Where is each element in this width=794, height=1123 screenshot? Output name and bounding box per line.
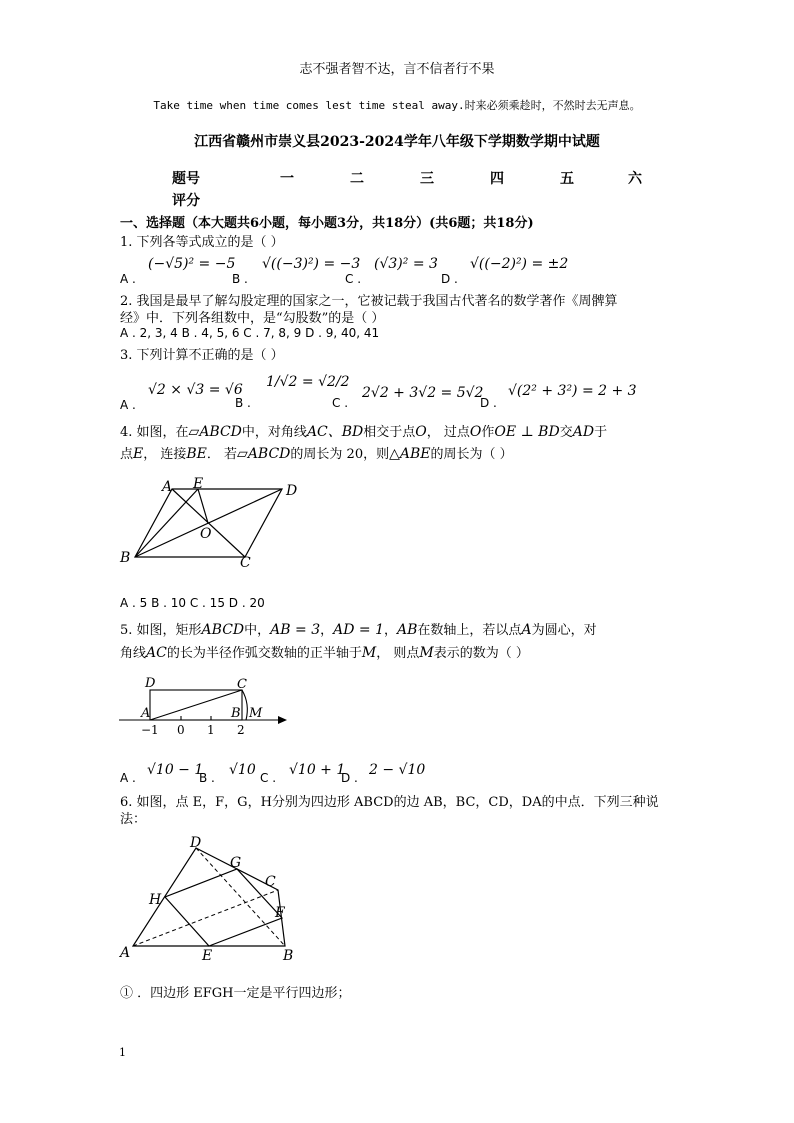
question-1-stem: 1. 下列各等式成立的是（ ）	[120, 235, 284, 250]
question-2-stem-line2: 经》中．下列各组数中，是“勾股数”的是（ ）	[120, 311, 385, 326]
q3-label-d: D .	[480, 396, 497, 410]
q4-math: AC、BD	[306, 424, 364, 440]
tick-label: 1	[207, 723, 215, 737]
q5-math: M	[419, 645, 434, 661]
fig4-label-e: E	[193, 476, 204, 492]
q5-option-d: 2 − √10	[369, 762, 426, 778]
q5-text: ，	[384, 623, 398, 638]
page-number: 1	[119, 1046, 126, 1059]
q5-math: AD = 1	[333, 622, 384, 638]
q5-math: A	[521, 622, 532, 638]
fig4-label-a: A	[162, 479, 173, 495]
q5-text: 中，	[244, 623, 271, 638]
fig6-label-e: E	[202, 948, 213, 964]
q5-option-a: √10 − 1	[147, 762, 204, 778]
fig6-label-d: D	[190, 836, 202, 851]
number-line-arrow	[278, 716, 287, 724]
q3-label-b: B .	[235, 396, 251, 410]
q4-text: 作	[481, 425, 495, 440]
fig4-label-o: O	[200, 526, 212, 542]
q3-option-d: √(2² + 3²) = 2 + 3	[508, 383, 637, 399]
question-4-stem-line1	[120, 421, 607, 441]
q5-label-c: C .	[260, 771, 277, 785]
q1-option-d: √((−2)²) = ±2	[470, 256, 569, 272]
document-title: 江西省赣州市崇义县2023-2024学年八年级下学期数学期中试题	[194, 134, 600, 150]
q4-math: O	[415, 424, 427, 440]
q3-option-c: 2√2 + 3√2 = 5√2	[362, 385, 484, 401]
q3-label-a: A .	[120, 398, 136, 412]
fig4-label-b: B	[120, 550, 131, 566]
q4-text: ． 若	[206, 447, 238, 462]
q5-math: ABCD	[201, 622, 245, 638]
q5-math: AC	[146, 645, 167, 661]
score-table-col-5: 五	[560, 171, 574, 187]
q5-number-line-figure	[115, 674, 295, 740]
q5-math: AB	[397, 622, 418, 638]
q4-text: 点	[120, 447, 134, 462]
q5-text: ，	[320, 623, 334, 638]
q5-math: AB = 3	[270, 622, 321, 638]
q4-text: ， 连接	[143, 447, 187, 462]
question-6-stem-line1: 6. 如图，点 E，F，G，H分别为四边形 ABCD的边 AB，BC，CD，DA的中点．下列三种说	[120, 795, 659, 810]
fig5-label-d: D	[145, 676, 156, 691]
question-3-stem: 3. 下列计算不正确的是（ ）	[120, 348, 284, 363]
q3-label-c: C .	[332, 396, 349, 410]
q4-math: ▱ABCD	[188, 424, 242, 440]
q4-math: O	[469, 424, 482, 440]
q4-math: BE	[186, 446, 207, 462]
question-4-options: A . 5 B . 10 C . 15 D . 20	[120, 596, 265, 610]
score-table-col-1: 一	[280, 171, 294, 187]
q4-math: ▱ABCD	[237, 446, 291, 462]
q1-option-c: (√3)² = 3	[374, 256, 438, 272]
q5-label-a: A .	[120, 771, 136, 785]
q1-option-a: (−√5)² = −5	[148, 256, 236, 272]
q6-quadrilateral-figure	[118, 836, 308, 966]
question-2-options: A . 2, 3, 4 B . 4, 5, 6 C . 7, 8, 9 D . 9, 40, 41	[120, 326, 380, 340]
arc-am	[242, 690, 247, 720]
q4-text: 4. 如图，在	[120, 425, 189, 440]
score-table-col-4: 四	[490, 171, 504, 187]
score-table-col-3: 三	[420, 171, 434, 187]
q4-parallelogram-figure	[110, 475, 320, 575]
diagonal-bd	[135, 489, 282, 557]
q5-text: 5. 如图，矩形	[120, 623, 202, 638]
q1-label-d: D .	[441, 272, 458, 286]
tick-label: −1	[141, 723, 159, 737]
tick-label: 2	[237, 723, 245, 737]
q5-text: 的长为半径作弧交数轴的正半轴于	[166, 646, 362, 661]
fig5-label-a: A	[141, 706, 151, 721]
fig6-label-b: B	[283, 948, 294, 964]
q4-math: AD	[572, 424, 595, 440]
q5-text: 为圆心，对	[531, 623, 597, 638]
question-5-stem-line1	[120, 619, 597, 638]
q1-label-b: B .	[232, 272, 248, 286]
question-4-stem-line2	[120, 443, 513, 462]
q4-text: 的周长为 20，则	[290, 447, 390, 462]
q5-text: 在数轴上，若以点	[417, 623, 522, 638]
q1-label-c: C .	[345, 272, 362, 286]
header-motto: 志不强者智不达，言不信者行不果	[299, 62, 495, 77]
q4-math: △ABE	[389, 446, 431, 462]
q5-text: 角线	[120, 646, 147, 661]
fig6-label-f: F	[275, 905, 285, 921]
header-quote: Take time when time comes lest time steal away.时来必须乘趁时，不然时去无声息。	[153, 99, 641, 112]
q4-text: 的周长为（ ）	[430, 447, 513, 462]
section-heading: 一、选择题（本大题共6小题，每小题3分，共18分）(共6题；共18分)	[120, 216, 534, 231]
q4-text: ， 过点	[426, 425, 470, 440]
q5-text: 表示的数为（ ）	[433, 646, 529, 661]
q4-text: 相交于点	[363, 425, 416, 440]
fig4-label-c: C	[240, 555, 251, 571]
fig6-label-g: G	[230, 855, 242, 871]
q4-text: 交	[559, 425, 573, 440]
q4-text: 中，对角线	[241, 425, 307, 440]
score-table-score-label: 评分	[172, 193, 200, 209]
q5-math: M	[361, 645, 377, 661]
fig5-label-m: M	[249, 706, 263, 721]
score-table-row-label: 题号	[172, 171, 200, 187]
q5-option-b: √10	[229, 762, 256, 778]
fig6-label-a: A	[120, 945, 131, 961]
tick-label: 0	[177, 723, 185, 737]
fig5-label-c: C	[237, 677, 247, 692]
question-6-statement-1: ① ．四边形 EFGH一定是平行四边形；	[120, 986, 351, 1001]
q5-text: ， 则点	[376, 646, 420, 661]
q4-math: OE ⊥ BD	[494, 424, 560, 440]
q1-option-b: √((−3)²) = −3	[262, 256, 361, 272]
fig5-label-b: B	[231, 706, 241, 721]
q4-math: E	[133, 446, 144, 462]
score-table-col-6: 六	[628, 171, 642, 187]
q3-option-a: √2 × √3 = √6	[148, 382, 243, 398]
q5-label-b: B .	[199, 771, 215, 785]
diagonal-ac	[150, 690, 242, 720]
fig6-label-c: C	[265, 874, 276, 890]
q3-option-b: 1/√2 = √2/2	[266, 374, 350, 390]
score-table-col-2: 二	[350, 171, 364, 187]
q5-label-d: D .	[341, 771, 358, 785]
fig6-label-h: H	[149, 892, 162, 908]
question-6-stem-line2: 法：	[120, 812, 147, 827]
question-2-stem-line1: 2. 我国是最早了解勾股定理的国家之一，它被记载于我国古代著名的数学著作《周髀算	[120, 294, 618, 309]
question-5-stem-line2	[120, 642, 529, 661]
q4-text: 于	[594, 425, 608, 440]
q5-option-c: √10 + 1	[289, 762, 346, 778]
fig4-label-d: D	[286, 483, 298, 499]
q1-label-a: A .	[120, 272, 136, 286]
